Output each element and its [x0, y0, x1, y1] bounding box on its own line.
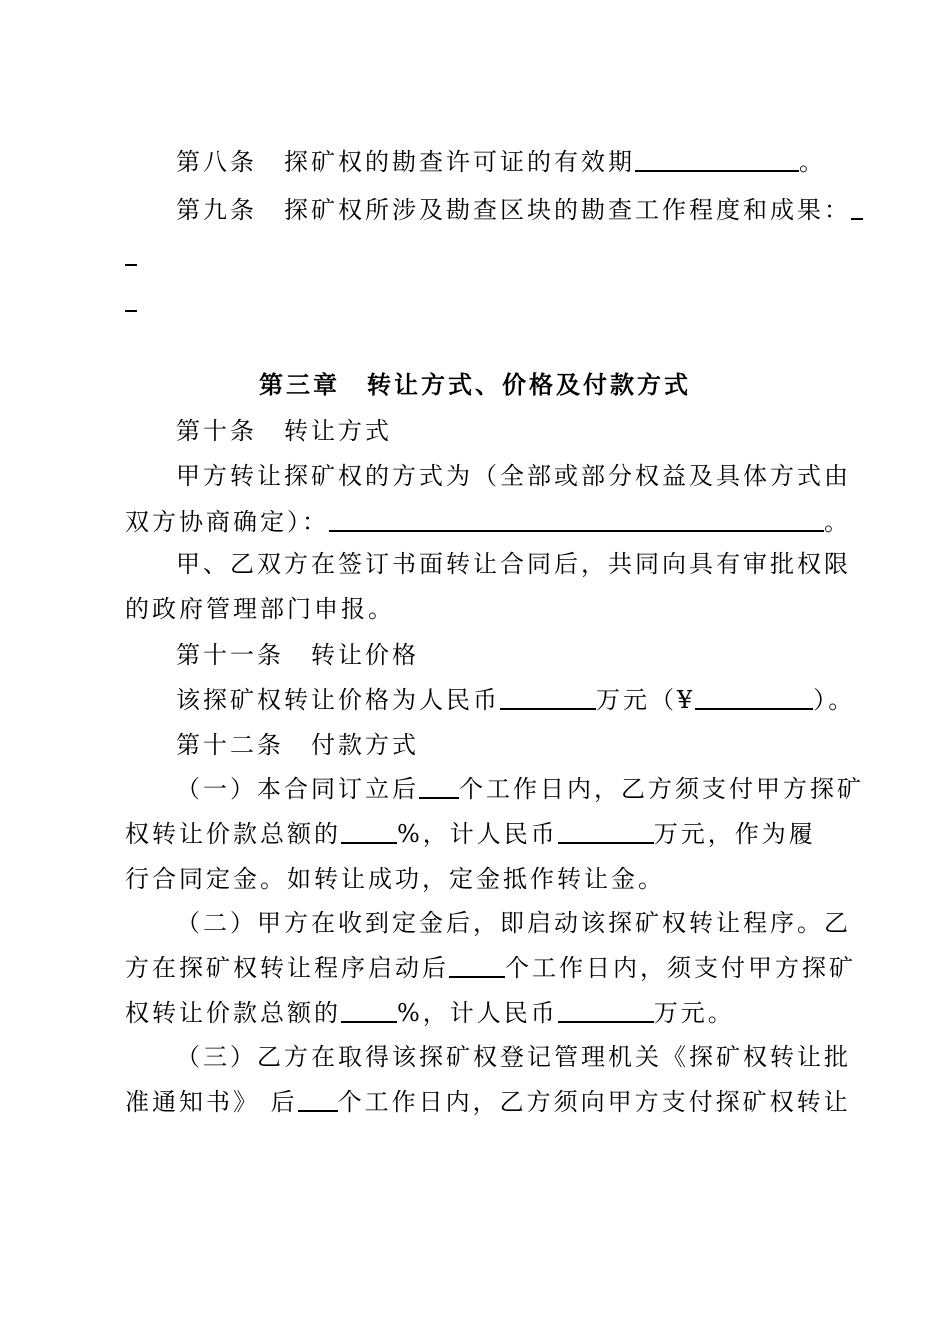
article-10-heading: 第十条 转让方式 — [176, 417, 392, 445]
results-blank-3[interactable] — [125, 288, 137, 312]
article-11-heading: 第十一条 转让价格 — [176, 641, 419, 669]
article-10-p1-line2 — [125, 506, 851, 538]
item-2-text-f: 万元。 — [653, 999, 735, 1027]
item-2-text-e: %，计人民币 — [397, 999, 558, 1027]
price-text-c: ）。 — [813, 686, 856, 714]
article-8 — [176, 146, 830, 178]
item-1-percent-blank[interactable] — [341, 818, 397, 844]
item-1-text-c: 权转让价款总额的 — [125, 820, 341, 848]
item-1-text-e: 万元，作为履 — [653, 820, 816, 848]
item-2-line2 — [125, 952, 856, 984]
article-10-p2-line2: 的政府管理部门申报。 — [125, 595, 395, 623]
article-9-continuation-1 — [125, 240, 830, 272]
price-text-a: 该探矿权转让价格为人民币 — [176, 686, 500, 714]
item-2-percent-blank[interactable] — [341, 997, 397, 1023]
article-10-p1-text: 双方协商确定）： — [125, 508, 329, 536]
item-1-line2 — [125, 818, 830, 850]
item-2-text-b: 方在探矿权转让程序启动后 — [125, 954, 449, 982]
item-2-text-d: 权转让价款总额的 — [125, 999, 341, 1027]
article-8-text: 第八条 探矿权的勘查许可证的有效期 — [176, 148, 635, 176]
item-3-text-c: 个工作日内，乙方须向甲方支付探矿权转让 — [337, 1088, 851, 1116]
article-9-continuation-2 — [125, 286, 830, 318]
article-12-heading: 第十二条 付款方式 — [176, 731, 419, 759]
item-2-text-c: 个工作日内，须支付甲方探矿 — [505, 954, 856, 982]
article-8-end: 。 — [799, 148, 826, 176]
article-9 — [176, 194, 851, 226]
item-1-line1 — [176, 773, 864, 805]
item-1-amount-blank[interactable] — [558, 818, 654, 844]
item-2-days-blank[interactable] — [449, 952, 505, 978]
article-11-price — [176, 684, 856, 716]
chapter-3-title: 第三章 转让方式、价格及付款方式 — [259, 370, 691, 399]
item-1-text-a: （一）本合同订立后 — [176, 775, 419, 803]
results-blank-2[interactable] — [125, 242, 137, 266]
article-10-p2-line1: 甲、乙双方在签订书面转让合同后，共同向具有审批权限 — [176, 550, 851, 578]
item-1-text-b: 个工作日内，乙方须支付甲方探矿 — [459, 775, 864, 803]
price-rmb-blank[interactable] — [500, 684, 596, 710]
item-3-text-b: 准通知书》 后 — [125, 1088, 298, 1116]
price-text-b: 万元（¥ — [596, 686, 696, 714]
article-9-text: 第九条 探矿权所涉及勘查区块的勘查工作程度和成果： — [176, 196, 851, 224]
item-2-line3 — [125, 997, 830, 1029]
results-blank-1[interactable] — [851, 196, 863, 220]
item-3-line2 — [125, 1086, 851, 1118]
item-3-days-blank[interactable] — [298, 1086, 338, 1112]
article-10-p1-end: 。 — [824, 508, 851, 536]
item-1-days-blank[interactable] — [419, 773, 459, 799]
price-yen-blank[interactable] — [695, 684, 813, 710]
validity-period-blank[interactable] — [635, 146, 799, 172]
item-2-line1: （二）甲方在收到定金后，即启动该探矿权转让程序。乙 — [176, 909, 851, 937]
item-3-line1: （三）乙方在取得该探矿权登记管理机关《探矿权转让批 — [176, 1043, 851, 1071]
item-2-amount-blank[interactable] — [558, 997, 654, 1023]
article-10-p1-line1: 甲方转让探矿权的方式为（全部或部分权益及具体方式由 — [176, 462, 851, 490]
item-1-line3: 行合同定金。如转让成功，定金抵作转让金。 — [125, 865, 665, 893]
item-1-text-d: %，计人民币 — [397, 820, 558, 848]
transfer-method-blank[interactable] — [329, 506, 824, 532]
